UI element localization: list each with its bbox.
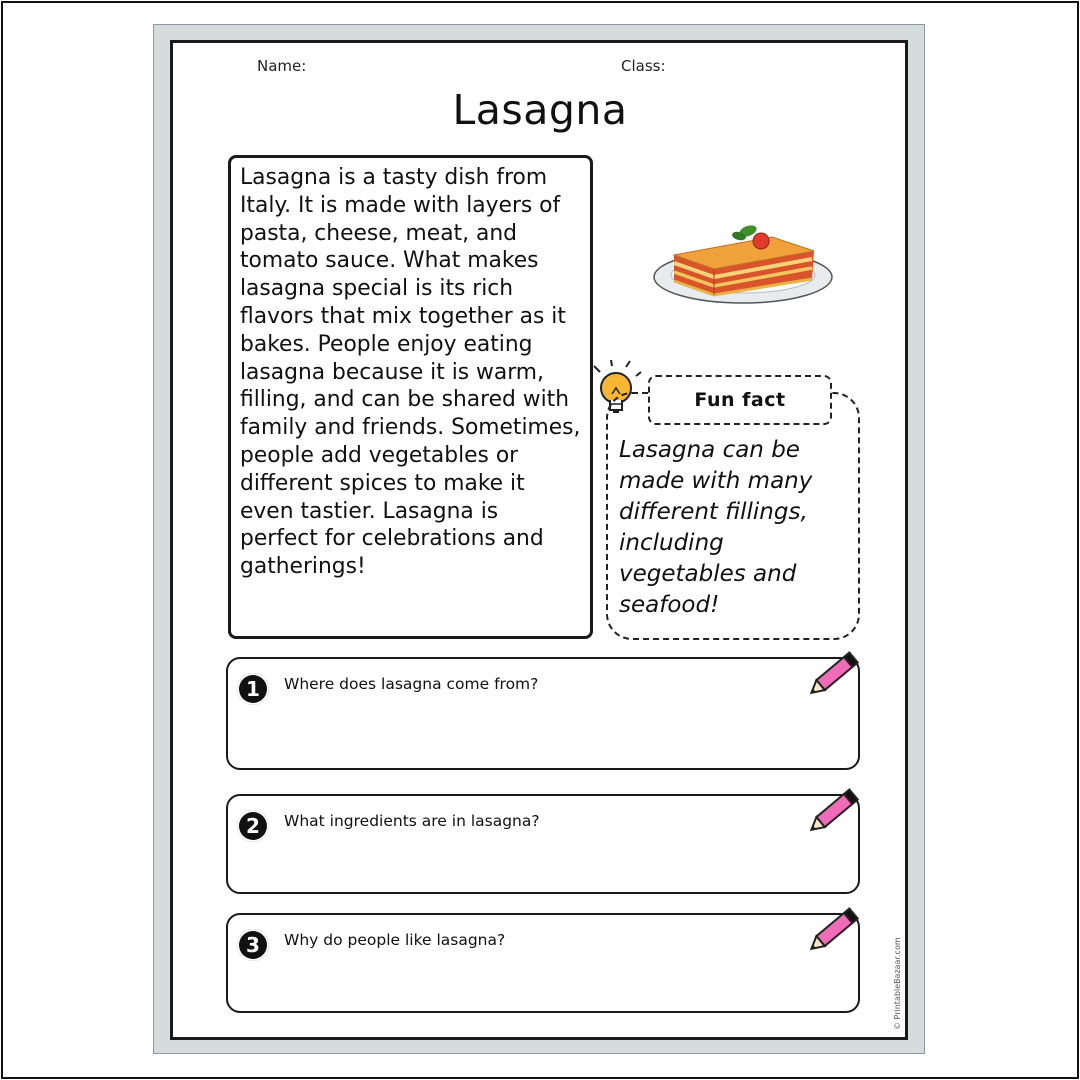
question-text-2: What ingredients are in lasagna?	[284, 812, 540, 830]
story-box	[228, 155, 593, 639]
pencil-icon	[810, 901, 864, 955]
pencil-icon	[810, 645, 864, 699]
fun-fact-label: Fun fact	[648, 375, 832, 425]
story-text: Lasagna is a tasty dish from Italy. It is made with layers of pasta, cheese, meat, and tomato sauce. What makes lasagna special is its rich flavors that mix together as it bakes. People enjoy eating lasagna because it is warm, filling, and can be shared with family and friends. Sometimes, people add vegetables or different spices to make it even tastier. Lasagna is perfect for celebrations and gatherings!	[240, 165, 581, 580]
question-text-1: Where does lasagna come from?	[284, 675, 539, 693]
page-title: Lasagna	[452, 86, 628, 134]
name-label: Name:	[257, 57, 307, 75]
question-text-3: Why do people like lasagna?	[284, 931, 506, 949]
class-label: Class:	[621, 57, 666, 75]
question-number-1: 1	[237, 673, 269, 705]
fun-fact-text: Lasagna can be made with many different fillings, including vegetables and seafood!	[619, 437, 813, 618]
question-box-3[interactable]	[226, 913, 860, 1013]
question-number-2: 2	[237, 810, 269, 842]
question-box-1[interactable]	[226, 657, 860, 770]
question-box-2[interactable]	[226, 794, 860, 894]
lasagna-plate-icon	[652, 215, 834, 307]
copyright-text: © PrintableBazaar.com	[893, 937, 902, 1030]
pencil-icon	[810, 782, 864, 836]
question-number-3: 3	[237, 929, 269, 961]
